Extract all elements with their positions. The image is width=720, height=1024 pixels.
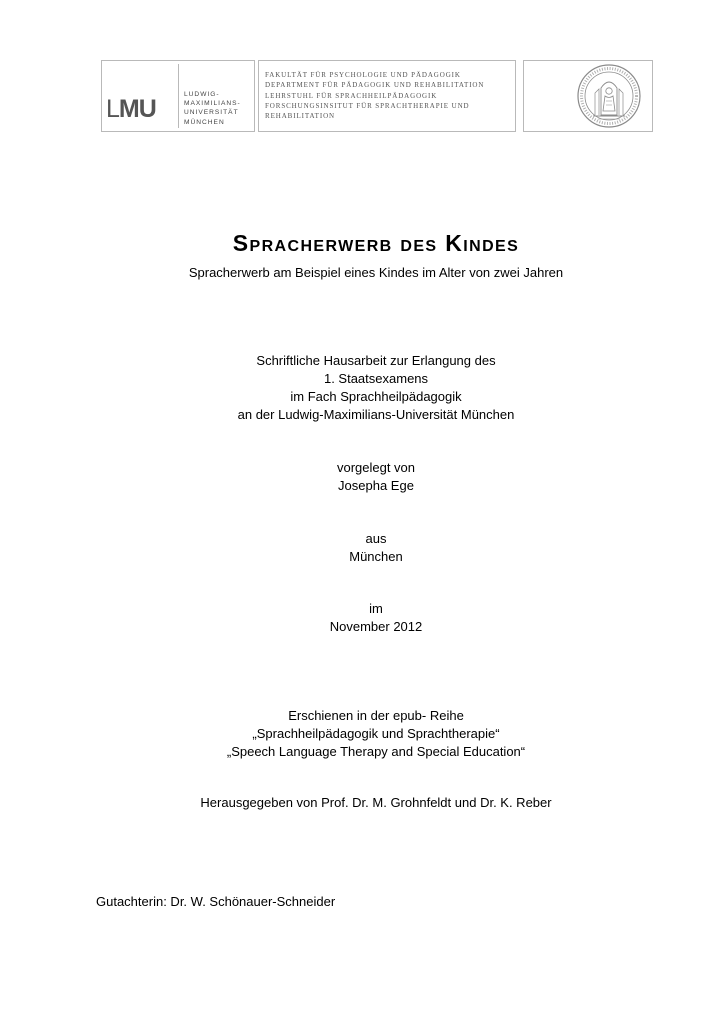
origin-label: aus bbox=[365, 531, 387, 546]
faculty-lines bbox=[265, 70, 484, 121]
faculty-line: DEPARTMENT FÜR PÄDAGOGIK UND REHABILITATION bbox=[265, 81, 485, 90]
university-seal-icon bbox=[572, 63, 646, 129]
thesis-purpose-line: im Fach Sprachheilpädagogik bbox=[290, 389, 462, 404]
faculty-line: FORSCHUNGSINSITUT FÜR SPRACHTHERAPIE UND bbox=[265, 101, 470, 110]
author-block bbox=[0, 459, 720, 495]
lmu-logo bbox=[101, 60, 255, 132]
lmu-wordmark-l: L bbox=[106, 95, 119, 123]
editors-line: Herausgegeben von Prof. Dr. M. Grohnfeldt und Dr. K. Reber bbox=[200, 795, 552, 810]
university-name-line: UNIVERSITÄT bbox=[184, 109, 239, 117]
thesis-purpose-line: 1. Staatsexamens bbox=[323, 371, 429, 386]
faculty-line: LEHRSTUHL FÜR SPRACHHEILPÄDAGOGIK bbox=[265, 91, 438, 100]
university-name bbox=[184, 90, 241, 127]
series-line: Erschienen in der epub- Reihe bbox=[288, 708, 464, 723]
faculty-box bbox=[258, 60, 516, 132]
logo-divider bbox=[178, 64, 179, 128]
date-block bbox=[0, 600, 720, 636]
date-value: November 2012 bbox=[329, 619, 423, 634]
seal-box bbox=[523, 60, 653, 132]
series-block bbox=[0, 707, 720, 761]
faculty-line: FAKULTÄT FÜR PSYCHOLOGIE UND PÄDAGOGIK bbox=[265, 71, 461, 79]
thesis-purpose-line: an der Ludwig-Maximilians-Universität München bbox=[237, 407, 515, 422]
author-name: Josepha Ege bbox=[338, 478, 414, 493]
reviewer-line: Gutachterin: Dr. W. Schönauer-Schneider bbox=[96, 894, 336, 909]
series-line: „Sprachheilpädagogik und Sprachtherapie“ bbox=[252, 726, 500, 741]
origin-city: München bbox=[349, 549, 403, 564]
thesis-purpose-line: Schriftliche Hausarbeit zur Erlangung des bbox=[256, 353, 496, 368]
university-name-line: MAXIMILIANS- bbox=[184, 100, 241, 108]
lmu-wordmark-mu: MU bbox=[118, 95, 156, 123]
origin-block bbox=[0, 530, 720, 566]
university-name-line: MÜNCHEN bbox=[184, 118, 225, 126]
university-name-line: LUDWIG- bbox=[184, 91, 220, 98]
page-title: Spracherwerb des Kindes bbox=[232, 230, 520, 256]
presented-by-label: vorgelegt von bbox=[336, 460, 416, 475]
series-line: „Speech Language Therapy and Special Education“ bbox=[226, 744, 526, 759]
page-subtitle: Spracherwerb am Beispiel eines Kindes im Alter von zwei Jahren bbox=[188, 265, 564, 280]
lmu-wordmark bbox=[106, 97, 156, 122]
date-label: im bbox=[369, 601, 383, 616]
thesis-purpose bbox=[0, 352, 720, 424]
faculty-line: REHABILITATION bbox=[265, 112, 335, 121]
